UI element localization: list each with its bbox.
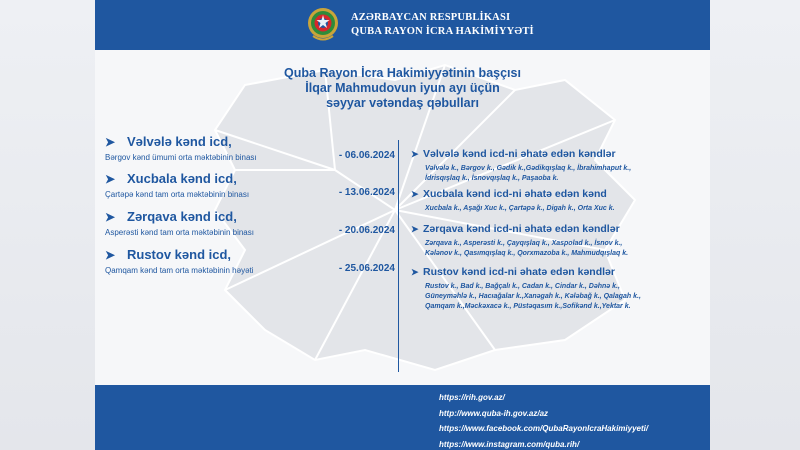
header-title	[351, 11, 534, 39]
footer-links	[439, 391, 648, 450]
left-margin	[0, 0, 95, 450]
link-quba-site[interactable]: http://www.quba-ih.gov.az/az	[439, 408, 549, 418]
visit-place: Bərgov kənd ümumi orta məktəbinin binası	[105, 153, 257, 162]
visit-item	[105, 171, 395, 200]
visit-item	[105, 247, 395, 276]
visit-name: Xucbala kənd icd,	[127, 171, 237, 186]
visit-place: Asperəsti kənd tam orta məktəbinin binası	[105, 228, 254, 237]
visit-place: Çartəpə kənd tam orta məktəbinin binası	[105, 190, 250, 199]
coverage-villages: Qamqam k.,Məckəxacə k., Püstəqasım k.,Sofikənd k.,Yektar k.	[425, 303, 631, 310]
azerbaijan-emblem-icon	[305, 6, 341, 44]
coverage-villages: Kələnov k., Qasımqışlaq k., Qorxmazoba k., Mahmudqışlaq k.	[425, 250, 629, 257]
arrow-bullet-icon: ➤	[411, 267, 419, 277]
arrow-bullet-icon: ➤	[105, 210, 116, 224]
visit-place: Qamqam kənd tam orta məktəbinin həyəti	[105, 266, 254, 275]
visit-date: - 13.06.2024	[338, 187, 395, 198]
arrow-bullet-icon: ➤	[411, 224, 419, 234]
coverage-title: Zərqava kənd icd-ni əhatə edən kəndlər	[423, 223, 620, 235]
coverage-villages: Zərqava k., Asperəsti k., Çayqışlaq k., Xaspolad k., İsnov k.,	[425, 240, 623, 247]
header-line-republic: AZƏRBAYCAN RESPUBLİKASI	[351, 12, 511, 23]
footer-bar	[95, 385, 710, 450]
visit-item	[105, 134, 395, 163]
arrow-bullet-icon: ➤	[411, 149, 419, 159]
arrow-bullet-icon: ➤	[105, 172, 116, 186]
header-line-authority: QUBA RAYON İCRA HAKİMİYYƏTİ	[351, 26, 534, 37]
visit-date: - 25.06.2024	[338, 263, 395, 274]
coverage-title: Vəlvələ kənd icd-ni əhatə edən kəndlər	[423, 148, 616, 160]
arrow-bullet-icon: ➤	[105, 248, 116, 262]
title-line-1: Quba Rayon İcra Hakimiyyətinin başçısı	[284, 66, 521, 80]
page-title	[95, 66, 710, 111]
visit-name: Rustov kənd icd,	[127, 247, 232, 262]
coverage-item	[411, 148, 706, 184]
arrow-bullet-icon: ➤	[411, 189, 419, 199]
link-website[interactable]: https://rih.gov.az/	[439, 393, 505, 402]
right-margin	[710, 0, 800, 450]
poster	[95, 0, 710, 450]
coverage-item	[411, 188, 706, 214]
coverage-item	[411, 223, 706, 259]
arrow-bullet-icon: ➤	[105, 135, 116, 149]
coverage-item	[411, 266, 706, 312]
coverage-villages: İdrisqışlaq k., İsnovqışlaq k., Paşaoba k.	[425, 175, 559, 182]
visit-name: Vəlvələ kənd icd,	[127, 134, 232, 149]
coverage-title: Rustov kənd icd-ni əhatə edən kəndlər	[423, 266, 615, 278]
visit-date: - 06.06.2024	[338, 150, 395, 161]
title-line-2: İlqar Mahmudovun iyun ayı üçün	[305, 81, 500, 95]
visit-item	[105, 209, 395, 238]
header-bar	[95, 0, 710, 50]
coverage-title: Xucbala kənd icd-ni əhatə edən kənd	[423, 188, 607, 200]
link-instagram[interactable]: https://www.instagram.com/quba.rih/	[439, 439, 580, 449]
visit-date: - 20.06.2024	[338, 225, 395, 236]
title-line-3: səyyar vətəndaş qəbulları	[326, 96, 479, 110]
column-divider	[398, 140, 399, 372]
coverage-villages: Vəlvələ k., Bərgov k., Gədik k.,Gədikqışlaq k., İbrahimhaput k.,	[425, 165, 632, 172]
link-facebook[interactable]: https://www.facebook.com/QubaRayonIcraHakimiyyeti/	[439, 424, 649, 433]
coverage-villages: Xucbala k., Aşağı Xuc k., Çartəpə k., Digah k., Orta Xuc k.	[425, 205, 615, 212]
coverage-villages: Güneyməhlə k., Hacıağalar k.,Xanəgah k., Kələbağ k., Qalagah k.,	[425, 293, 641, 300]
visit-name: Zərqava kənd icd,	[127, 209, 237, 224]
coverage-villages: Rustov k., Bad k., Bağçalı k., Cadan k., Cindar k., Dəhnə k.,	[425, 283, 620, 290]
